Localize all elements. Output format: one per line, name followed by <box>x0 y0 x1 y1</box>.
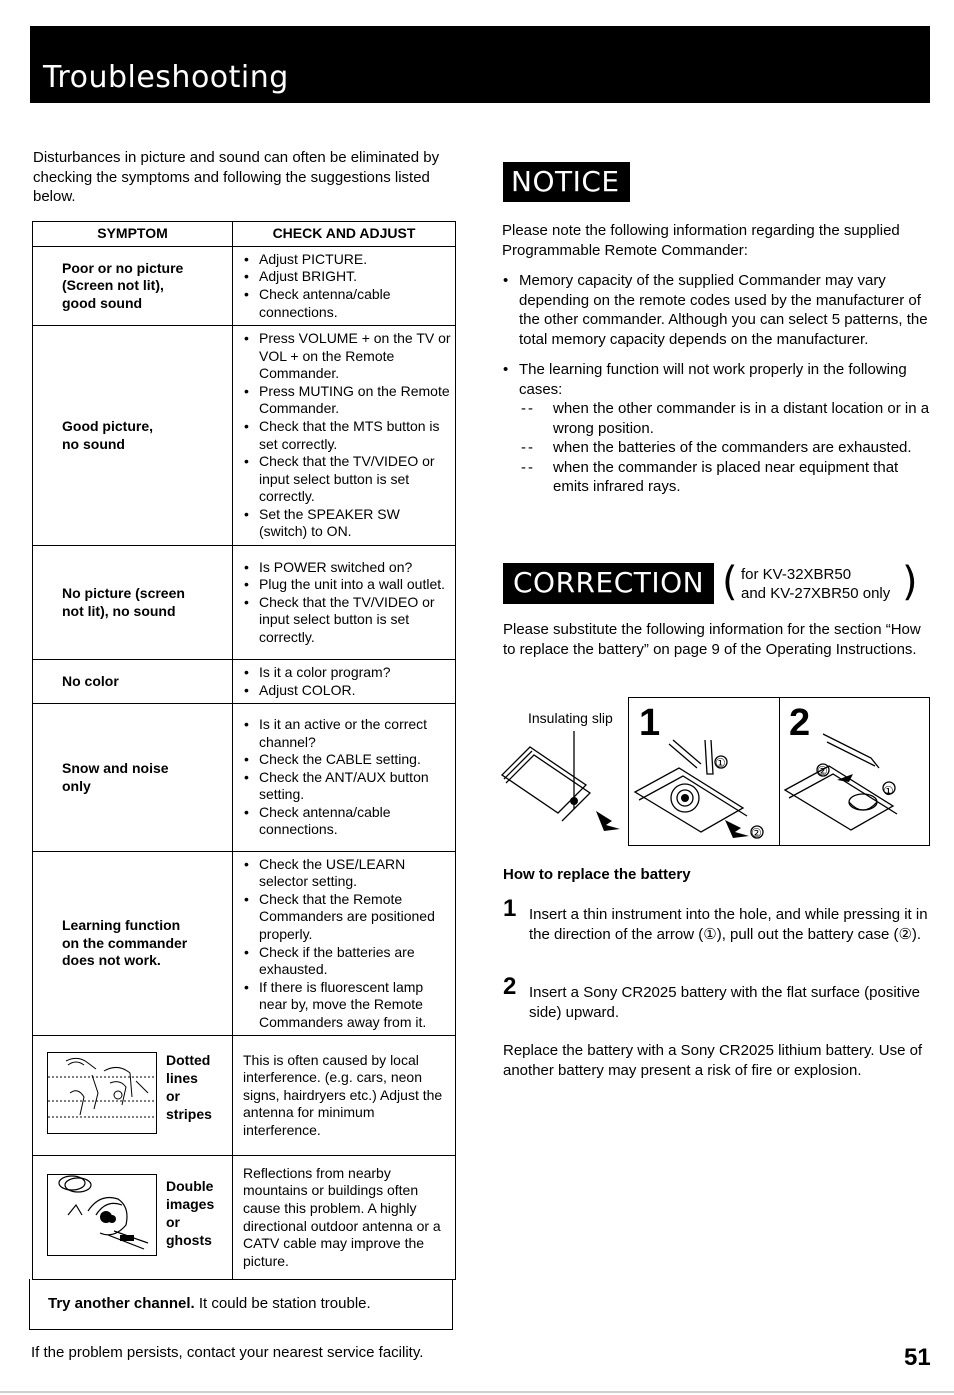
check-header: CHECK AND ADJUST <box>233 222 456 247</box>
correction-text: Please substitute the following information for the section “How to replace the battery” on page 9 of the Operating Instructions. <box>503 621 921 658</box>
table-row <box>33 852 456 1036</box>
check-cell <box>233 546 456 660</box>
step-number: 2 <box>503 973 517 1000</box>
check-item: • Check if the batteries are exhausted. <box>241 944 451 979</box>
notice-intro: Please note the following information regarding the supplied Programmable Remote Commander: <box>502 222 900 259</box>
check-item: • Check that the Remote Commanders are positioned properly. <box>241 891 451 944</box>
try-rest-text: It could be station trouble. <box>194 1295 371 1312</box>
table-row <box>33 660 456 704</box>
check-text: This is often caused by local interference. (e.g. cars, neon signs, hairdryers etc.) Adjust the antenna for minimum interference. <box>243 1051 443 1138</box>
check-cell <box>233 1156 456 1280</box>
symptom-line: does not work. <box>62 952 161 969</box>
symptom-line: no sound <box>62 435 125 452</box>
table-header-row <box>33 222 456 247</box>
check-item: • Adjust BRIGHT. <box>241 268 451 286</box>
arrow-mark-2: ② <box>751 826 762 840</box>
symptom-cell <box>33 660 233 704</box>
insert-battery-icon <box>779 728 929 844</box>
model-line: and KV-27XBR50 only <box>741 585 891 602</box>
footer-text: If the problem persists, contact your nearest service facility. <box>31 1344 424 1361</box>
table-row <box>33 1036 456 1156</box>
table-row <box>33 704 456 852</box>
step-text: Insert a thin instrument into the hole, and while pressing it in the direction of the arrow (①), pull out the battery case (②). <box>529 906 928 943</box>
table-row <box>33 1156 456 1280</box>
symptom-line: on the commander <box>62 934 188 951</box>
intro-text: Disturbances in picture and sound can often be eliminated by checking the symptoms and following the suggestions listed below. <box>33 149 440 205</box>
symptom-cell <box>33 247 233 326</box>
panel-number: 2 <box>789 702 811 744</box>
battery-figure <box>500 697 932 847</box>
symptom-line: Poor or no picture <box>62 259 184 276</box>
table-row <box>33 247 456 326</box>
list-item-text: The learning function will not work properly in the following cases: <box>519 361 907 398</box>
symptom-line: No picture (screen <box>62 584 185 601</box>
howto-title: How to replace the battery <box>503 866 691 883</box>
symptom-picture-cell <box>33 1156 233 1280</box>
check-cell <box>233 247 456 326</box>
check-item: • Check the CABLE setting. <box>241 751 451 769</box>
sub-list-item: -- when the batteries of the commanders are exhausted. <box>521 439 912 456</box>
symptom-cell <box>33 704 233 852</box>
correction-model-note <box>722 559 922 606</box>
list-item <box>502 360 932 497</box>
sub-list-item: -- when the commander is placed near equipment that emits infrared rays. <box>521 458 899 495</box>
check-item: • Press MUTING on the Remote Commander. <box>241 383 451 418</box>
step-number: 1 <box>503 895 517 922</box>
symptom-line: (Screen not lit), <box>62 277 164 294</box>
try-another-channel-note <box>29 1279 453 1330</box>
symptom-line: No color <box>62 672 119 689</box>
notice-list <box>502 271 932 497</box>
check-item: • Is it an active or the correct channel? <box>241 716 451 751</box>
symptom-line: Learning function <box>62 917 181 934</box>
symptom-cell <box>33 326 233 546</box>
panel-number: 1 <box>639 702 661 744</box>
picture-symptom-label: Double images or ghosts <box>166 1178 215 1248</box>
noise-image-icon <box>48 1053 156 1133</box>
picture-symptom-label: Dotted lines or stripes <box>166 1052 212 1122</box>
check-cell <box>233 1036 456 1156</box>
check-item: • Check the ANT/AUX button setting. <box>241 769 451 804</box>
symptom-cell <box>33 546 233 660</box>
check-item: • Is POWER switched on? <box>241 559 451 577</box>
model-line: for KV-32XBR50 <box>741 566 852 583</box>
table-row <box>33 546 456 660</box>
check-cell <box>233 326 456 546</box>
check-item: • Is it a color program? <box>241 664 451 682</box>
check-item: • Check that the TV/VIDEO or input select button is set correctly. <box>241 594 451 647</box>
page-number: 51 <box>904 1344 931 1371</box>
dotted-lines-picture <box>47 1052 157 1134</box>
check-item: • Adjust PICTURE. <box>241 251 451 269</box>
correction-badge: CORRECTION <box>503 563 714 604</box>
page-title: Troubleshooting <box>43 60 289 95</box>
check-item: • Check that the TV/VIDEO or input select button is set correctly. <box>241 453 451 506</box>
symptom-line: only <box>62 777 91 794</box>
check-item: • Plug the unit into a wall outlet. <box>241 576 451 594</box>
arrow-mark-1: ① <box>715 756 726 770</box>
symptom-header: SYMPTOM <box>33 222 233 247</box>
check-cell <box>233 704 456 852</box>
check-item: • Check the USE/LEARN selector setting. <box>241 856 451 891</box>
table-row <box>33 326 456 546</box>
troubleshooting-table <box>32 221 456 1280</box>
check-item: • Check that the MTS button is set correctly. <box>241 418 451 453</box>
notice-badge: NOTICE <box>503 162 630 202</box>
check-cell <box>233 660 456 704</box>
figure-panel-2 <box>779 697 930 846</box>
figure-panel-1 <box>628 697 780 846</box>
arrow-mark-2: ② <box>817 764 828 778</box>
check-item: • Check antenna/cable connections. <box>241 804 451 839</box>
check-item: • Adjust COLOR. <box>241 682 451 700</box>
check-item: • Check antenna/cable connections. <box>241 286 451 321</box>
close-paren: ) <box>902 559 918 605</box>
symptom-line: good sound <box>62 294 143 311</box>
list-item: • Memory capacity of the supplied Commander may vary depending on the remote codes used by the manufacturer of the other commander. Although you can select 5 patterns, the total memory capacity depends on the manufacturer. <box>502 271 932 349</box>
sub-list-item: -- when the other commander is in a distant location or in a wrong position. <box>521 400 930 437</box>
check-item: • If there is fluorescent lamp near by, move the Remote Commanders away from it. <box>241 979 451 1032</box>
check-cell <box>233 852 456 1036</box>
insulating-slip-icon <box>500 725 626 835</box>
bottom-divider <box>0 1391 954 1393</box>
check-item: • Press VOLUME + on the TV or VOL + on the Remote Commander. <box>241 330 451 383</box>
step-text: Insert a Sony CR2025 battery with the flat surface (positive side) upward. <box>529 984 921 1021</box>
open-paren: ( <box>722 559 738 605</box>
symptom-line: Good picture, <box>62 417 153 434</box>
symptom-cell <box>33 852 233 1036</box>
arrow-mark-1: ① <box>883 784 894 798</box>
step-item <box>503 895 931 944</box>
step-item <box>503 973 931 1022</box>
symptom-line: not lit), no sound <box>62 602 176 619</box>
insulating-slip-label: Insulating slip <box>528 710 613 726</box>
symptom-picture-cell <box>33 1036 233 1156</box>
check-item: • Set the SPEAKER SW (switch) to ON. <box>241 506 451 541</box>
try-bold-text: Try another channel. <box>48 1295 195 1312</box>
check-text: Reflections from nearby mountains or buildings often cause this problem. A highly directional outdoor antenna or a CATV cable may improve the picture. <box>243 1164 441 1269</box>
ghost-image-icon <box>48 1175 156 1255</box>
battery-warning: Replace the battery with a Sony CR2025 lithium battery. Use of another battery may present a risk of fire or explosion. <box>503 1042 923 1079</box>
symptom-line: Snow and noise <box>62 759 169 776</box>
ghost-images-picture <box>47 1174 157 1256</box>
